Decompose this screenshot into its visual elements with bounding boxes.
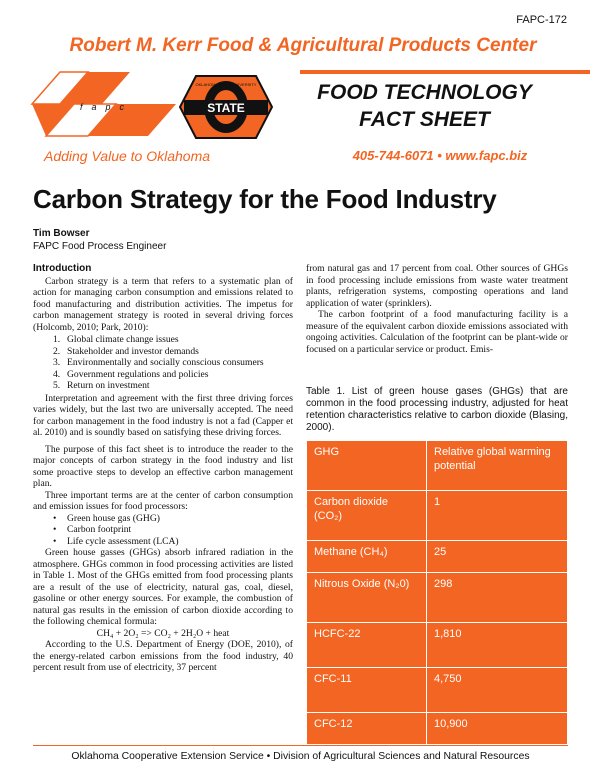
table-caption: Table 1. List of green house gases (GHGs) that are common in the food processing industry, adjusted for heat retention characteristics relative to carbon dioxide (Blasing, 2000). [306, 386, 568, 433]
table-cell: 1,810 [427, 623, 568, 668]
center-name: Robert M. Kerr Food & Agricultural Products Center [69, 35, 537, 56]
terms-list [53, 513, 293, 548]
fapc-logo-letters: fapc [80, 102, 134, 112]
fact-sheet-line-1: FOOD TECHNOLOGY [317, 81, 532, 104]
table-row [307, 623, 568, 668]
table-cell: HCFC-22 [307, 623, 427, 668]
author-role: FAPC Food Process Engineer [33, 241, 167, 252]
footer: Oklahoma Cooperative Extension Service • Division of Agricultural Sciences and Natural Resources [71, 751, 530, 762]
fact-sheet-line-2: FACT SHEET [359, 108, 490, 131]
paragraph: Three important terms are at the center of carbon consumption and emission issues for food processors: [33, 489, 293, 512]
tagline: Adding Value to Oklahoma [44, 148, 211, 164]
list-item: • Life cycle assessment (LCA) [53, 536, 293, 548]
chemical-equation: CH₄ + 2O₂ => CO₂ + 2H₂O + heat [96, 627, 230, 639]
table-cell: 4,750 [427, 668, 568, 713]
paragraph: Carbon strategy is a term that refers to a systematic plan of action for managing carbon consumption and emissions related to food manufacturing and distribution activities. The impetus for carbon management strategy is rooted in several driving forces (Holcomb, 2010; Park, 2010): [33, 275, 293, 333]
article-title: Carbon Strategy for the Food Industry [33, 184, 497, 214]
contact-info: 405-744-6071 • www.fapc.biz [352, 148, 528, 163]
list-item: 2. Stakeholder and investor demands [53, 345, 199, 357]
svg-text:STATE: STATE [207, 101, 245, 115]
header-rule [300, 70, 590, 74]
paragraph: The purpose of this fact sheet is to introduce the reader to the major concepts of carbon strategy in the food industry and list some proactive steps to develop an effective carbon management plan. [33, 443, 293, 489]
fapc-logo [30, 70, 180, 140]
table-row [307, 713, 568, 745]
table-cell: CFC-11 [307, 668, 427, 713]
ghg-table [306, 440, 568, 745]
table-row [307, 573, 568, 623]
table-row [307, 668, 568, 713]
paragraph: Green house gasses (GHGs) absorb infrared radiation in the atmosphere. GHGs common in food processing activities are listed in Table 1. Most of the GHGs emitted from food processing plants are a result of the use of electricity, natural gas, coal, diesel, gasoline or other energy sources. For example, the combustion of natural gas results in the emission of carbon dioxide according to the following chemical formula: [33, 547, 293, 627]
osu-logo [178, 72, 274, 142]
paragraph: The carbon footprint of a food manufacturing facility is a measure of the equivalent carbon dioxide emissions associated with ongoing activities. Calculation of the footprint can be plant-wide or focused on a particular service or product. Emis- [306, 309, 568, 355]
list-item: 3. Environmentally and socially conscious consumers [53, 357, 264, 368]
section-heading-introduction: Introduction [33, 263, 92, 274]
table-cell: 298 [427, 573, 568, 623]
table-row [307, 541, 568, 573]
osu-logo-text: OKLAHOMA STATE UNIVERSITY [195, 82, 257, 87]
paragraph: from natural gas and 17 percent from coal. Other sources of GHGs in food processing include emissions from waste water treatment plants, refrigeration systems, composting operations and land application of water (sprinklers). [306, 263, 568, 309]
author-name: Tim Bowser [33, 228, 90, 239]
table-cell: 25 [427, 541, 568, 573]
list-item: 1. Global climate change issues [53, 334, 179, 345]
table-cell: CFC-12 [307, 713, 427, 745]
list-item: • Green house gas (GHG) [53, 513, 293, 525]
publication-id: FAPC-172 [516, 14, 567, 26]
paragraph: According to the U.S. Department of Energy (DOE, 2010), of the energy-related carbon emissions from the food industry, 40 percent result from use of electricity, 37 percent [33, 639, 293, 673]
table-cell: 1 [427, 491, 568, 541]
left-column [33, 263, 293, 674]
table-cell: Methane (CH₄) [307, 541, 427, 573]
list-item: 5. Return on investment [53, 380, 150, 391]
footer-rule [33, 745, 568, 746]
right-column [306, 263, 568, 355]
table-cell: 10,900 [427, 713, 568, 745]
paragraph: Interpretation and agreement with the first three driving forces varies widely, but the last two are universally accepted. The need for carbon management in the food industry is not a fad (Capper et al. 2010) and is soundly based on satisfying these driving forces. [33, 392, 293, 438]
table-header-row [307, 441, 568, 491]
fact-sheet-heading [282, 79, 567, 133]
table-row [307, 491, 568, 541]
table-cell: Carbon dioxide (CO₂) [307, 491, 427, 541]
table-header-cell: GHG [307, 441, 427, 491]
driving-forces-list [53, 334, 293, 392]
list-item: • Carbon footprint [53, 524, 293, 536]
table-cell: Nitrous Oxide (N₂0) [307, 573, 427, 623]
table-header-cell: Relative global warming potential [427, 441, 568, 491]
list-item: 4. Government regulations and policies [53, 368, 209, 380]
